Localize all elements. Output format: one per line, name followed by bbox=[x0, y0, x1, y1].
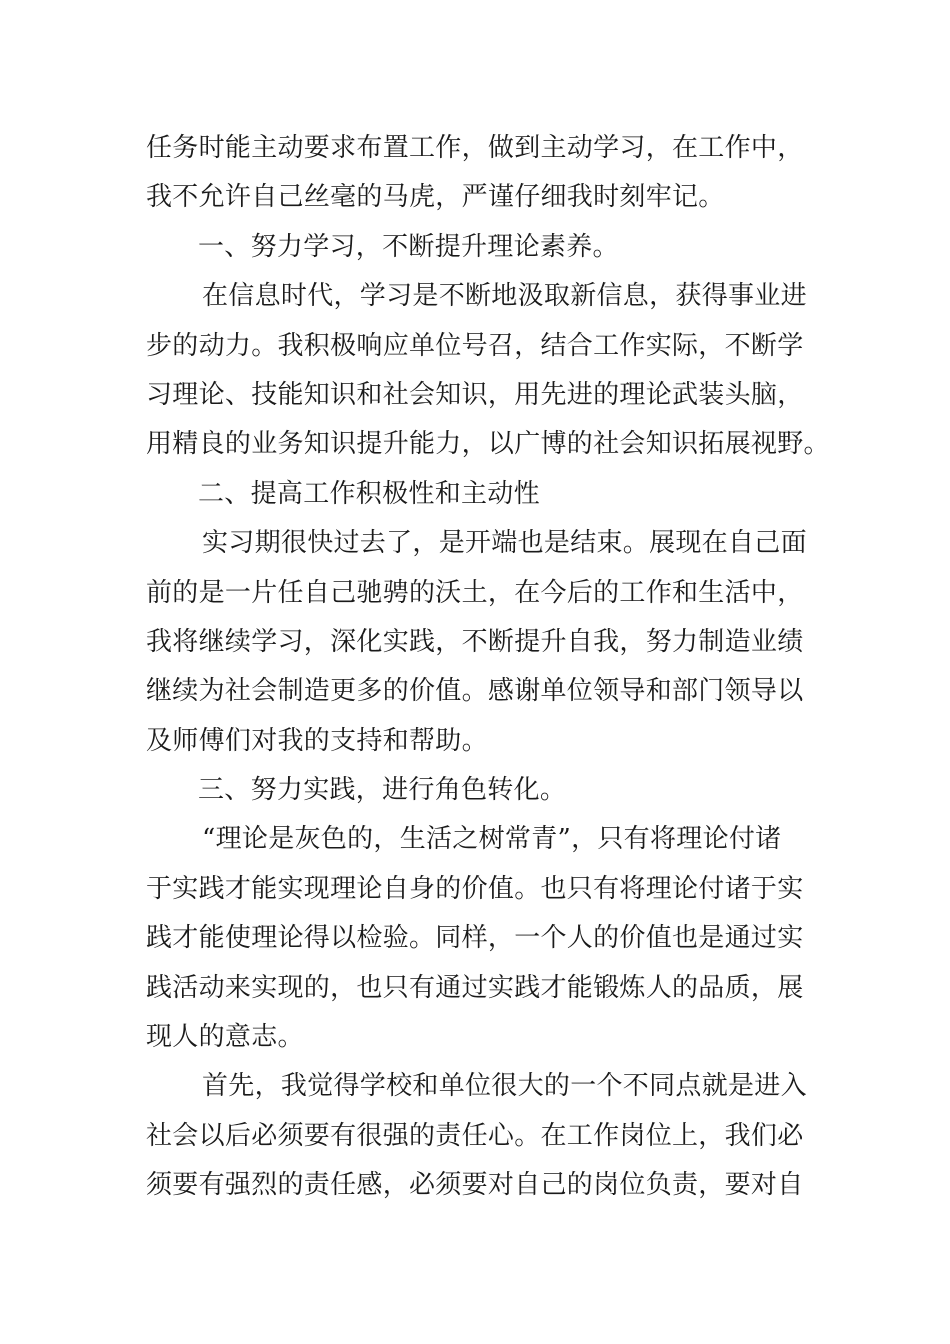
section-heading-3: 三、努力实践，进行角色转化。 bbox=[198, 775, 567, 806]
body-text-line: 步的动力。我积极响应单位号召，结合工作实际，不断学 bbox=[146, 330, 804, 361]
body-text-line: 任务时能主动要求布置工作，做到主动学习，在工作中， bbox=[146, 133, 804, 163]
body-text-line: 我将继续学习，深化实践，不断提升自我，努力制造业绩 bbox=[146, 626, 804, 657]
body-text-line: 继续为社会制造更多的价值。感谢单位领导和部门领导以 bbox=[146, 676, 804, 707]
body-text-line: 社会以后必须要有很强的责任心。在工作岗位上，我们必 bbox=[146, 1120, 804, 1151]
body-text-line: 用精良的业务知识提升能力，以广博的社会知识拓展视野。 bbox=[146, 429, 830, 460]
section-heading-2: 二、提高工作积极性和主动性 bbox=[198, 478, 540, 509]
document-body bbox=[146, 124, 830, 1211]
body-text-line: 实习期很快过去了，是开端也是结束。展现在自己面 bbox=[202, 528, 807, 559]
body-text-line: “理论是灰色的，生活之树常青”，只有将理论付诸 bbox=[202, 824, 782, 855]
body-text-line: 践才能使理论得以检验。同样，一个人的价值也是通过实 bbox=[146, 923, 804, 954]
body-text-line: 习理论、技能知识和社会知识，用先进的理论武装头脑， bbox=[146, 379, 804, 410]
body-text-line: 我不允许自己丝毫的马虎，严谨仔细我时刻牢记。 bbox=[146, 182, 725, 213]
body-text-line: 在信息时代，学习是不断地汲取新信息，获得事业进 bbox=[202, 281, 807, 312]
body-text-line: 须要有强烈的责任感，必须要对自己的岗位负责，要对自 bbox=[146, 1170, 804, 1201]
section-heading-1: 一、努力学习，不断提升理论素养。 bbox=[198, 231, 619, 262]
body-text-line: 前的是一片任自己驰骋的沃土，在今后的工作和生活中， bbox=[146, 577, 804, 608]
body-text-line: 首先，我觉得学校和单位很大的一个不同点就是进入 bbox=[202, 1071, 807, 1102]
body-text-line: 践活动来实现的，也只有通过实践才能锻炼人的品质，展 bbox=[146, 972, 804, 1003]
body-text-line: 现人的意志。 bbox=[146, 1022, 304, 1053]
body-text-line: 于实践才能实现理论自身的价值。也只有将理论付诸于实 bbox=[146, 873, 804, 904]
body-text-line: 及师傅们对我的支持和帮助。 bbox=[146, 725, 488, 756]
